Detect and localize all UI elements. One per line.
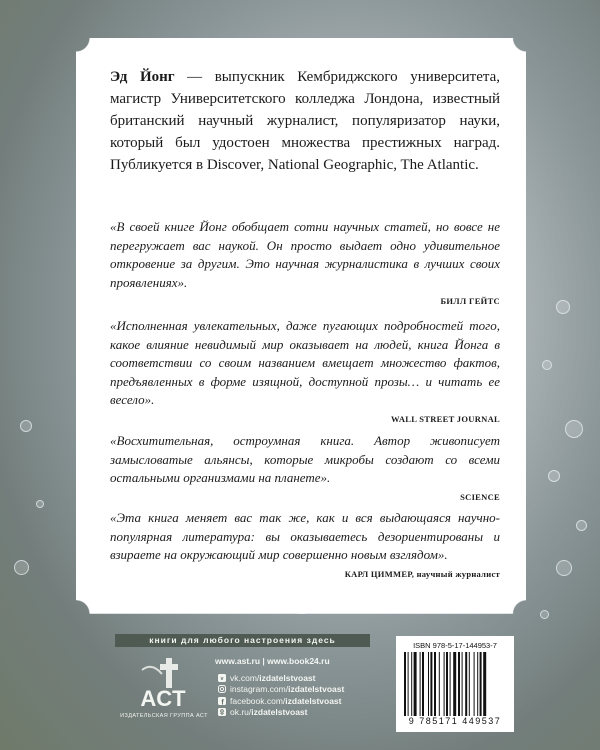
barcode-bar: [465, 652, 467, 716]
barcode-bar: [428, 652, 429, 716]
quote-source: SCIENCE: [460, 491, 500, 502]
barcode-bar: [458, 652, 460, 716]
barcode-bar: [462, 652, 463, 716]
website-links[interactable]: www.ast.ru | www.book24.ru: [215, 656, 330, 666]
barcode-block: [396, 636, 514, 732]
author-bio-text: — выпускник Кембриджского университета, магистр Университетского колледжа Лондона, известный британский научный журналист, популяризатор науки, который был удостоен множества престижных наград. Публикуется в Discover, National Geographic, The Atlantic.: [110, 69, 500, 173]
bubble: [576, 520, 587, 531]
barcode-bar: [444, 652, 445, 716]
social-handle: izdatelstvoast: [285, 695, 342, 706]
odnoklassniki-icon: [218, 708, 226, 716]
barcode-bar: [439, 652, 440, 716]
publisher-caption: ИЗДАТЕЛЬСКАЯ ГРУППА АСТ: [120, 713, 208, 719]
social-prefix: instagram.com/: [230, 684, 289, 695]
barcode-bar: [469, 652, 470, 716]
bubble: [14, 560, 29, 575]
social-handle: izdatelstvoast: [288, 684, 345, 695]
vk-icon: [218, 674, 226, 682]
quote-text: «В своей книге Йонг обобщает сотни научных статей, но вовсе не перегружает вас наукой. Он просто выдает одно удивительное откровение за другим. Это научная журналистика в лучших своих проявлениях».: [110, 219, 500, 290]
social-prefix: facebook.com/: [230, 695, 286, 706]
bubble: [556, 560, 572, 576]
barcode-bar: [474, 652, 475, 716]
bubble: [542, 360, 552, 370]
isbn-number: ISBN 978-5-17-144953-7: [413, 641, 497, 650]
social-link-odnoklassniki[interactable]: [218, 707, 344, 719]
logo-text: ACT: [140, 686, 186, 711]
facebook-icon: [218, 697, 226, 705]
barcode-bar: [450, 652, 451, 716]
quote-source: КАРЛ ЦИММЕР, научный журналист: [344, 568, 500, 579]
barcode-bar: [408, 652, 409, 716]
social-links: [218, 672, 344, 718]
quote-source: WALL STREET JOURNAL: [391, 413, 500, 424]
barcode-bar: [480, 652, 482, 716]
quote-zimmer: [110, 509, 500, 579]
barcode-bar: [411, 652, 412, 716]
barcode-bar: [430, 652, 432, 716]
social-link-instagram[interactable]: [218, 684, 344, 696]
bubble: [540, 610, 549, 619]
author-name: Эд Йонг: [110, 69, 175, 85]
quote-wsj: [110, 317, 500, 424]
bubble: [556, 300, 570, 314]
ast-logo: [128, 654, 198, 714]
svg-text:f: f: [221, 699, 224, 705]
social-prefix: vk.com/: [230, 672, 260, 683]
quote-text: «Восхитительная, остроумная книга. Автор живописует замысловатые альянсы, которые микробы создают со всеми остальными организмами на планете».: [110, 433, 500, 485]
barcode-bar: [420, 652, 421, 716]
barcode-bar: [483, 652, 486, 716]
bubble: [565, 420, 583, 438]
bubble: [548, 470, 560, 482]
quote-text: «Эта книга меняет вас так же, как и вся выдающаяся научно-популярная литература: вы оказываетесь дезориентированы и взираете на окружающий мир совершенно новым взглядом».: [110, 510, 500, 562]
social-link-vk[interactable]: [218, 672, 344, 684]
barcode-bar: [477, 652, 478, 716]
social-handle: izdatelstvoast: [251, 707, 308, 718]
barcode-bar: [414, 652, 417, 716]
quote-gates: [110, 218, 500, 306]
barcode-bar: [434, 652, 436, 716]
author-bio: [110, 66, 500, 176]
barcode-bar: [422, 652, 424, 716]
instagram-icon: [218, 685, 226, 693]
social-prefix: ok.ru/: [230, 707, 252, 718]
social-link-facebook[interactable]: [218, 695, 344, 707]
social-handle: izdatelstvoast: [259, 672, 316, 683]
quote-text: «Исполненная увлекательных, даже пугающих подробностей того, какое влияние невидимый мир оказывает на людей, книга Йонга в соответствии со своим названием вмещает множество фактов, предъявленных в форме изящной, доступной прозы… и читать ее весело».: [110, 318, 500, 407]
bubble: [20, 420, 32, 432]
barcode-bar: [446, 652, 448, 716]
barcode-bars: [404, 652, 508, 716]
barcode-bar: [453, 652, 456, 716]
barcode-bar: [404, 652, 406, 716]
slogan-banner: книги для любого настроения здесь: [115, 634, 370, 647]
svg-text:v: v: [220, 675, 224, 682]
barcode-number: 9 785171 449537: [408, 716, 502, 726]
quote-source: БИЛЛ ГЕЙТС: [440, 296, 500, 306]
quote-science: [110, 432, 500, 502]
bubble: [36, 500, 44, 508]
